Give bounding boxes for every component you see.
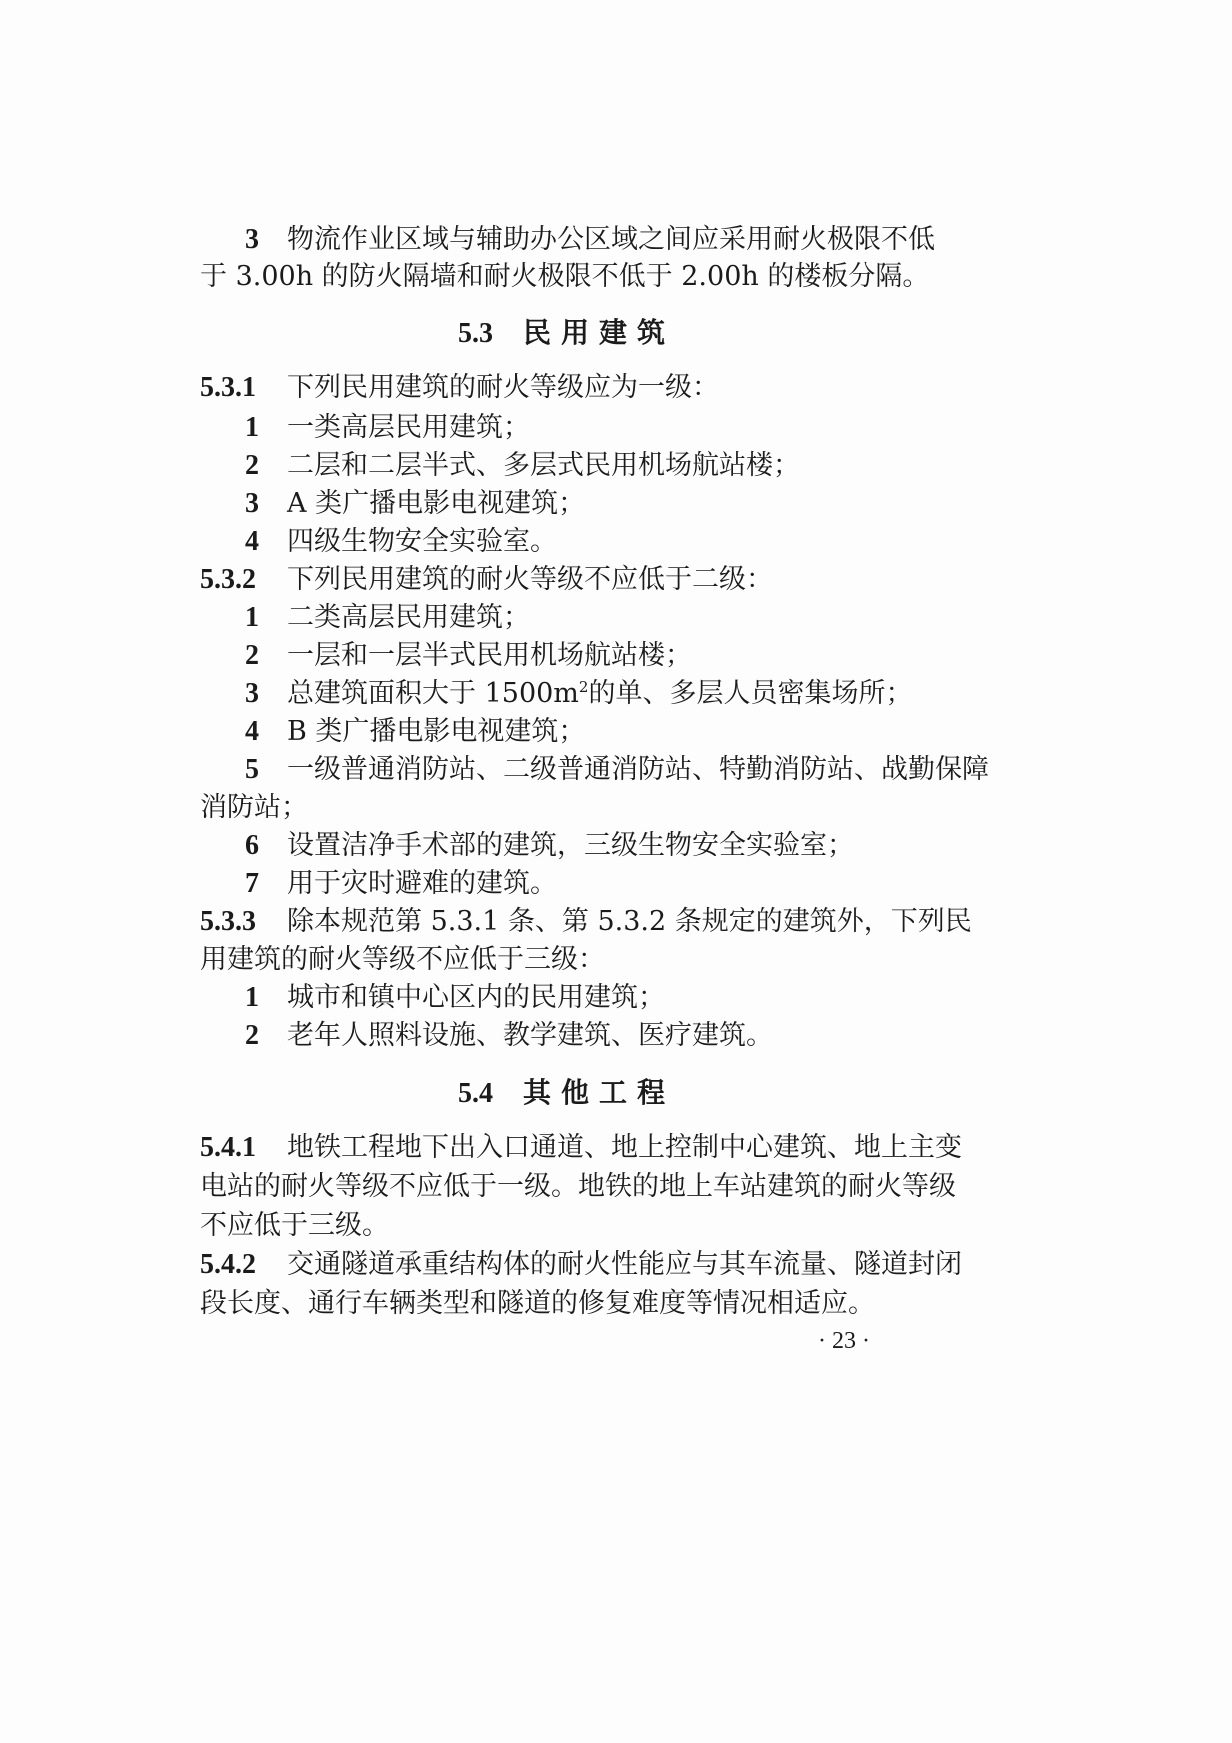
clause-text [287, 1128, 962, 1168]
list-item: 设置洁净手术部的建筑，三级生物安全实验室； [287, 830, 854, 861]
text: 电站的耐火等级不应低于一级。地铁的地上车站建筑的耐火等级 [200, 1171, 956, 1202]
item-number: 1 [245, 602, 259, 633]
clause-number: 5.4.1 [200, 1132, 256, 1163]
text: 物流作业区域与辅助办公区域之间应采用耐火极限不低 [287, 224, 935, 255]
section-title: 民用建筑 [523, 316, 676, 349]
item-number: 1 [245, 982, 259, 1013]
text: 交通隧道承重结构体的耐火性能应与其车流量、隧道封闭 [287, 1249, 962, 1280]
list-item [287, 674, 912, 714]
paragraph-line: 于 3.00h 的防火隔墙和耐火极限不低于 2.00h 的楼板分隔。 [200, 261, 930, 292]
list-item [287, 750, 989, 790]
section-number: 5.4 [458, 1078, 493, 1109]
item-number: 7 [245, 868, 259, 899]
list-item-continued: 消防站； [200, 792, 308, 823]
list-item: B 类广播电影电视建筑； [287, 716, 586, 747]
clause-text-continued: 不应低于三级。 [200, 1210, 389, 1241]
text: 的单、多层人员密集场所； [588, 678, 913, 709]
item-number: 4 [245, 526, 259, 557]
page-number: · 23 · [818, 1328, 870, 1354]
paragraph-line [287, 220, 935, 260]
list-item: 城市和镇中心区内的民用建筑； [287, 982, 665, 1013]
text: 除本规范第 5.3.1 条、第 5.3.2 条规定的建筑外，下列民 [287, 906, 972, 937]
item-number: 1 [245, 412, 259, 443]
clause-text [287, 1245, 962, 1285]
list-item: 一类高层民用建筑； [287, 412, 530, 443]
list-item: 老年人照料设施、教学建筑、医疗建筑。 [287, 1020, 773, 1051]
item-number: 6 [245, 830, 259, 861]
clause-number: 5.3.2 [200, 564, 256, 595]
text: 总建筑面积大于 1500m [287, 678, 579, 709]
item-number: 2 [245, 640, 259, 671]
item-number: 5 [245, 754, 259, 785]
clause-text-continued: 段长度、通行车辆类型和隧道的修复难度等情况相适应。 [200, 1288, 875, 1319]
list-item: 用于灾时避难的建筑。 [287, 868, 557, 899]
clause-number: 5.4.2 [200, 1249, 256, 1280]
clause-text-continued [200, 1167, 956, 1207]
clause-number: 5.3.1 [200, 372, 256, 403]
clause-text: 下列民用建筑的耐火等级不应低于二级： [287, 564, 773, 595]
list-item: 一层和一层半式民用机场航站楼； [287, 640, 692, 671]
section-number: 5.3 [458, 318, 493, 349]
text: 地铁工程地下出入口通道、地上控制中心建筑、地上主变 [287, 1132, 962, 1163]
text: 一级普通消防站、二级普通消防站、特勤消防站、战勤保障 [287, 754, 989, 785]
section-title: 其他工程 [523, 1076, 676, 1109]
list-item: 二类高层民用建筑； [287, 602, 530, 633]
clause-text [287, 902, 972, 942]
item-number: 3 [245, 224, 259, 255]
item-number: 3 [245, 488, 259, 519]
item-number: 3 [245, 678, 259, 709]
list-item: 四级生物安全实验室。 [287, 526, 557, 557]
list-item: 二层和二层半式、多层式民用机场航站楼； [287, 450, 800, 481]
clause-text: 下列民用建筑的耐火等级应为一级： [287, 372, 719, 403]
section-heading [458, 313, 675, 354]
list-item: A 类广播电影电视建筑； [287, 488, 586, 519]
item-number: 2 [245, 450, 259, 481]
item-number: 2 [245, 1020, 259, 1051]
section-heading [458, 1073, 675, 1114]
clause-number: 5.3.3 [200, 906, 256, 937]
superscript: 2 [578, 678, 589, 696]
item-number: 4 [245, 716, 259, 747]
clause-text-continued: 用建筑的耐火等级不应低于三级： [200, 944, 605, 975]
